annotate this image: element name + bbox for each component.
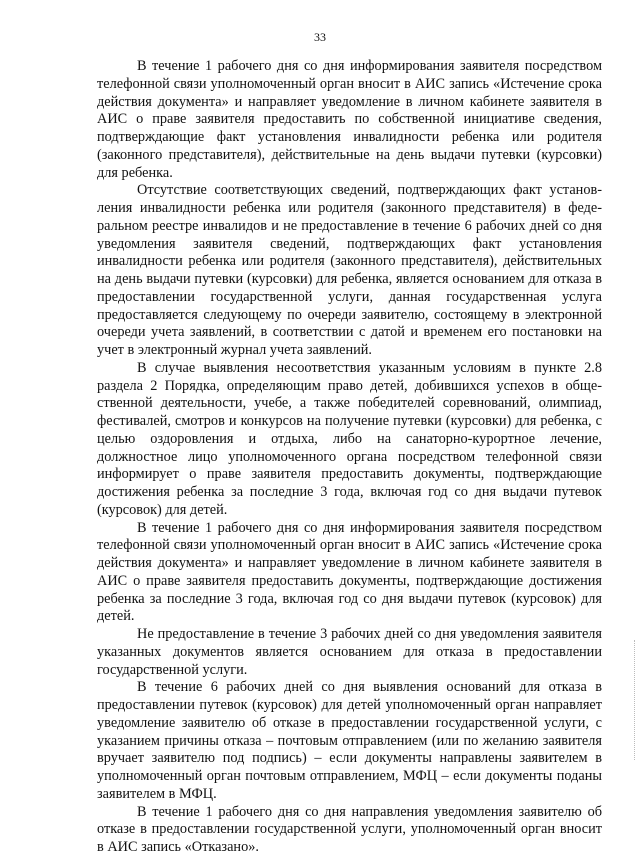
paragraph: В случае выявления несоответствия указанным условиям в пункте 2.8 раздела 2 Порядка, определяющим право детей, добившихся успехов в общественной деятельности, учебе, а также победителей соревнований, олимпиад, фестивалей, смотров и конкурсов на получение путевки (курсовки) для ребенка, с целью оздоровления и отдыха, либо на санаторно-курортное лечение, должностное лицо уполномоченного органа посредством телефонной связи информирует о праве заявителя предоставить документы, подтверждающие достижения ребенка за последние 3 года, включая год со дня выдачи путевок (курсовок) для детей.	[97, 359, 602, 518]
paragraph: Не предоставление в течение 3 рабочих дней со дня уведомления заявителя указанных документов является основанием для отказа в предоставлении государственной услуги.	[97, 626, 602, 678]
scan-edge-mark	[634, 640, 636, 760]
paragraph: В течение 6 рабочих дней со дня выявления оснований для отказа в предоставлении путевок (курсовок) для детей уполномоченный орган направляет уведомление заявителю об отказе в предоставлении государственной услуги, с указанием причины отказа – почтовым отправлением (или по желанию заявителя вручает заявителю под подпись) – если документы направлены заявителем в уполномоченный орган почтовым отправлением, МФЦ – если документы поданы заявителем в МФЦ.	[97, 679, 602, 802]
document-body	[97, 58, 602, 857]
page-number: 33	[314, 30, 326, 44]
paragraph: В течение 1 рабочего дня со дня информирования заявителя посредством телефонной связи уполномоченный орган вносит в АИС запись «Истечение срока действия документа» и направляет уведомление в личном кабинете заявителя в АИС о праве заявителя предоставить документы, подтверждающие достижения ребенка за последние 3 года, включая год со дня выдачи путевок (курсовок) для детей.	[97, 519, 602, 625]
paragraph: В течение 1 рабочего дня со дня информирования заявителя посредством телефонной связи уполномоченный орган вносит в АИС запись «Истечение срока действия документа» и направляет уведомление в личном кабинете заявителя в АИС о праве заявителя предоставить по собственной инициативе сведения, подтверждающие факт установления инвалидности ребенка или родителя (законного представителя), действительные на день выдачи путевки (курсовки) для ребенка.	[97, 58, 602, 181]
paragraph: Отсутствие соответствующих сведений, подтверждающих факт установления инвалидности ребенка или родителя (законного представителя) в федеральном реестре инвалидов и не предоставление в течение 6 рабочих дней со дня уведомления заявителя сведений, подтверждающих факт установления инвалидности ребенка или родителя (законного представителя), действительных на день выдачи путевки (курсовки) для ребенка, является основанием для отказа в предоставлении государственной услуги, данная государственная услуга предоставляется следующему по очереди заявителю, состоящему в электронной очереди учета заявлений, в соответствии с датой и временем его постановки на учет в электронный журнал учета заявлений.	[97, 182, 602, 358]
paragraph: В течение 1 рабочего дня со дня направления уведомления заявителю об отказе в предоставлении государственной услуги, уполномоченный орган вносит в АИС запись «Отказано».	[97, 803, 602, 855]
